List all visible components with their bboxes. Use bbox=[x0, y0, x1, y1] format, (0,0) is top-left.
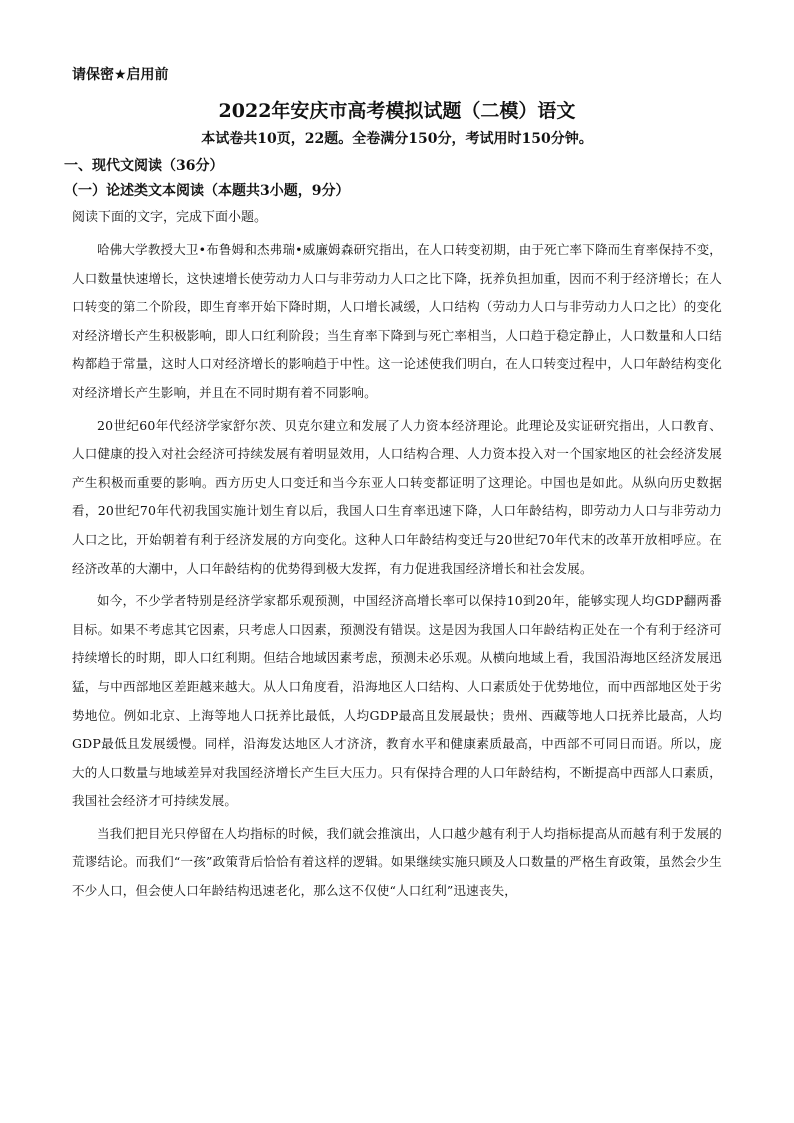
section-heading-argumentative-reading: （一）论述类文本阅读（本题共3小题，9分） bbox=[64, 183, 350, 199]
section-heading-modern-reading: 一、现代文阅读（36分） bbox=[64, 158, 224, 174]
exam-subtitle: 本试卷共10页，22题。全卷满分150分，考试用时150分钟。 bbox=[201, 131, 593, 147]
exam-title: 2022年安庆市高考模拟试题（二模）语文 bbox=[218, 100, 576, 122]
passage-paragraph-2: 20世纪60年代经济学家舒尔茨、贝克尔建立和发展了人力资本经济理论。此理论及实证研究指出，人口教育、人口健康的投入对社会经济可持续发展有着明显效用，人口结构合理、人力资本投入对一个国家地区的社会经济发展产生积极而重要的影响。西方历史人口变迁和当今东亚人口转变都证明了这理论。中国也是如此。从纵向历史数据看，20世纪70年代初我国实施计划生育以后，我国人口生育率迅速下降，人口年龄结构，即劳动力人口与非劳动力人口之比，开始朝着有利于经济发展的方向变化。这种人口年龄结构变迁与20世纪70年代末的改革开放相呼应。在经济改革的大潮中，人口年龄结构的优势得到极大发挥，有力促进我国经济增长和社会发展。 bbox=[72, 417, 722, 576]
passage-paragraph-1: 哈佛大学教授大卫•布鲁姆和杰弗瑞•威廉姆森研究指出，在人口转变初期，由于死亡率下降而生育率保持不变，人口数量快速增长，这快速增长使劳动力人口与非劳动力人口之比下降，抚养负担加重，因而不利于经济增长；在人口转变的第二个阶段，即生育率开始下降时期，人口增长减缓，人口结构（劳动力人口与非劳动力人口之比）的变化对经济增长产生积极影响，即人口红利阶段；当生育率下降到与死亡率相当，人口趋于稳定静止，人口数量和人口结构都趋于常量，这时人口对经济增长的影响趋于中性。这一论述使我们明白，在人口转变过程中，人口年龄结构变化对经济增长产生影响，并且在不同时期有着不同影响。 bbox=[72, 242, 722, 400]
reading-instruction: 阅读下面的文字，完成下面小题。 bbox=[72, 210, 268, 225]
confidential-label: 请保密★启用前 bbox=[72, 67, 169, 83]
reading-passage bbox=[72, 236, 722, 910]
passage-paragraph-4: 当我们把目光只停留在人均指标的时候，我们就会推演出，人口越少越有利于人均指标提高从而越有利于发展的荒谬结论。而我们“一孩”政策背后恰恰有着这样的逻辑。如果继续实施只顾及人口数量的严格生育政策，虽然会少生不少人口，但会使人口年龄结构迅速老化，那么这不仅使“人口红利”迅速丧失， bbox=[72, 825, 722, 899]
passage-paragraph-3: 如今，不少学者特别是经济学家都乐观预测，中国经济高增长率可以保持10到20年，能够实现人均GDP翻两番目标。如果不考虑其它因素，只考虑人口因素，预测没有错误。这是因为我国人口年龄结构正处在一个有利于经济可持续增长的时期，即人口红利期。但结合地域因素考虑，预测未必乐观。从横向地域上看，我国沿海地区经济发展迅猛，与中西部地区差距越来越大。从人口角度看，沿海地区人口结构、人口素质处于优势地位，而中西部地区处于劣势地位。例如北京、上海等地人口抚养比最低，人均GDP最高且发展最快；贵州、西藏等地人口抚养比最高，人均GDP最低且发展缓慢。同样，沿海发达地区人才济济，教育水平和健康素质最高，中西部不可同日而语。所以，庞大的人口数量与地域差异对我国经济增长产生巨大压力。只有保持合理的人口年龄结构，不断提高中西部人口素质，我国社会经济才可持续发展。 bbox=[72, 593, 722, 809]
